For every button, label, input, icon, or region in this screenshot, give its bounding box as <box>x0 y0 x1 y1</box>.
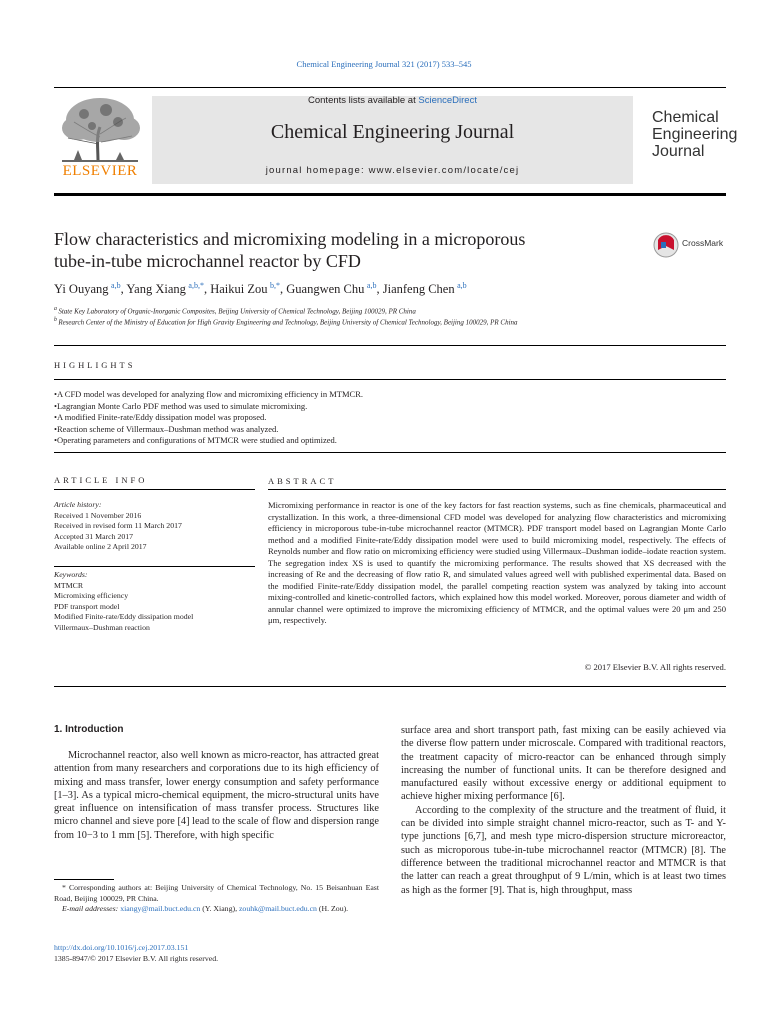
highlights-heading: HIGHLIGHTS <box>54 360 136 370</box>
email-label: E-mail addresses: <box>62 904 121 914</box>
section-heading-introduction: 1. Introduction <box>54 724 124 735</box>
history-entry: Received in revised form 11 March 2017 <box>54 521 182 530</box>
email-owner: (Y. Xiang), <box>200 904 239 914</box>
body-paragraph: According to the complexity of the structure and the treatment of fluid, it can be divided into simple straight channel micro-reactor, such as T- and Y-type junctions [6,7], and mesh type micro-dispersion structure microreactor, such as microporous tube-in-tube microchannel reactor (MTMCR) [8]. The difference between the traditional microchannel reactor and MTMCR is that the latter can reach a great throughput of 9 L/min, which is at least two times as high as the former [9]. That is, high throughput, mass <box>401 804 726 896</box>
paper-title <box>54 228 614 272</box>
abstract-copyright: © 2017 Elsevier B.V. All rights reserved. <box>584 662 726 672</box>
banner-top-rule <box>54 87 726 88</box>
history-entry: Available online 2 April 2017 <box>54 542 147 551</box>
highlight-item: • A CFD model was developed for analyzing flow and micromixing efficiency in MTMCR. <box>54 389 363 401</box>
corresponding-author-footnote <box>54 883 379 915</box>
divider <box>54 489 255 490</box>
journal-cover-title <box>652 109 737 160</box>
divider <box>268 489 726 490</box>
keyword: Villermaux–Dushman reaction <box>54 622 150 632</box>
email-link[interactable]: zouhk@mail.buct.edu.cn <box>238 904 317 914</box>
footnote-rule <box>54 879 114 880</box>
affiliation-text: Research Center of the Ministry of Education for High Gravity Engineering and Technology, Beijing University of Chemical Technology, Beijing 100029, PR China <box>58 318 518 327</box>
history-label: Article history: <box>54 500 102 509</box>
affiliation <box>54 306 416 315</box>
highlights-list <box>54 389 363 447</box>
affiliation <box>54 317 518 326</box>
crossmark-label[interactable]: CrossMark <box>682 238 724 248</box>
email-link[interactable]: xiangy@mail.buct.edu.cn <box>120 904 201 914</box>
affiliation-mark: b <box>54 317 57 323</box>
highlight-item: • Lagrangian Monte Carlo PDF method was used to simulate micromixing. <box>54 401 363 413</box>
issn-copyright: 1385-8947/© 2017 Elsevier B.V. All rights reserved. <box>54 953 219 963</box>
divider <box>54 686 726 687</box>
abstract-text: Micromixing performance in reactor is one of the key factors for fast reaction systems, such as fine chemicals, pharmaceutical and crystallization. In this work, a three-dimensional CFD model was developed for analyzing flow characteristics and micromixing efficiency in microporous tube-in-tube microchannel reactor (MTMCR). PDF transport model based on Lagrangian Monte Carlo method and a modified Finite-rate/Eddy dissipation model were used to build micromixing model, respectively. The effects of Reynolds number and flow ratio on micromixing efficiency were studied using Villermaux–Dushman iodide–iodate reaction system. The segregation index XS is used to quantify the micromixing performance. The results showed that XS decreased with the increasing of Re and the decreasing of flow ratio R, and simulated values agreed well with published experimental data. Based on the modified Finite-rate/Eddy dissipation model, the parallel competing reaction system was analyzed by taking into account mixing-controlled and kinetic-controlled factors, which explained how this model worked. Moreover, porous diameter and width of annular channel were optimized to improve the micromixing efficiency of MTMCR, and the optimal values were 20 μm and 250 μm, respectively. <box>268 500 726 625</box>
divider <box>54 379 726 380</box>
divider <box>54 345 726 346</box>
cover-title-line: Engineering <box>652 126 738 143</box>
doi-link[interactable]: http://dx.doi.org/10.1016/j.cej.2017.03.151 <box>54 943 189 952</box>
sciencedirect-link[interactable]: ScienceDirect <box>418 95 477 106</box>
author-affiliation-mark[interactable]: a,b <box>366 281 377 290</box>
abstract-heading: ABSTRACT <box>268 476 337 486</box>
highlight-item: • Operating parameters and configurations of MTMCR were studied and optimized. <box>54 435 363 447</box>
body-paragraph: Microchannel reactor, also well known as micro-reactor, has attracted great attention from many researchers and corporations due to its high efficiency of mixing and mass transfer, lower energy consumption and safety performance [1–3]. As a typical micro-chemical equipment, the micro-structural units have great influence on intensification of mass transfer process. Structures like micro channel and sieve pore [4] lead to the scale of flow and dispersion range from 10−3 to 1 mm [5]. Therefore, with high specific <box>54 750 379 841</box>
contents-available-line <box>152 95 633 106</box>
title-line: Flow characteristics and micromixing modeling in a microporous <box>54 229 526 249</box>
keyword: Micromixing efficiency <box>54 591 129 600</box>
footnote-emails <box>54 904 379 915</box>
history-entry: Accepted 31 March 2017 <box>54 531 134 541</box>
journal-title: Chemical Engineering Journal <box>270 121 515 143</box>
banner-bottom-rule <box>54 193 726 196</box>
author-name[interactable]: Jianfeng Chen <box>382 282 455 297</box>
body-column-right <box>401 724 726 897</box>
keyword: Modified Finite-rate/Eddy dissipation model <box>54 612 194 621</box>
body-column-left <box>54 749 379 842</box>
elsevier-wordmark: ELSEVIER <box>62 163 138 179</box>
author-name[interactable]: Haikui Zou <box>210 282 268 297</box>
keywords <box>54 570 193 633</box>
body-paragraph: surface area and short transport path, fast mixing can be easily achieved via the diverse flow pattern under microscale. Compared with traditional reactors, the treatment capacity of micro-reactor can be enhanced through simply increasing the number of functional units. It can be therefore designed and manufactured easily without excessive energy or additional equipment to achieve higher mixing performance [6]. <box>401 725 726 803</box>
cover-title-line: Journal <box>652 143 705 160</box>
article-history <box>54 500 182 553</box>
cover-title-line: Chemical <box>652 109 719 126</box>
author-affiliation-mark[interactable]: a,b,* <box>188 281 204 290</box>
keyword: PDF transport model <box>54 601 120 611</box>
author-affiliation-mark[interactable]: b,* <box>270 281 281 290</box>
journal-homepage-link[interactable]: journal homepage: www.elsevier.com/locate/cej <box>265 165 520 176</box>
footnote-corresponding: * Corresponding authors at: Beijing University of Chemical Technology, No. 15 Beisanhuan East Road, Beijing 100029, PR China. <box>54 883 379 903</box>
title-line: tube-in-tube microchannel reactor by CFD <box>54 251 361 271</box>
divider <box>54 566 255 567</box>
author-affiliation-mark[interactable]: a,b <box>111 281 121 290</box>
history-entry: Received 1 November 2016 <box>54 510 142 520</box>
doi-block <box>54 943 218 964</box>
keyword: MTMCR <box>54 580 84 590</box>
highlight-item: • Reaction scheme of Villermaux–Dushman method was analyzed. <box>54 424 363 436</box>
author-list: Yi Ouyang $^{a,b}$, Yang Xiang $^{a,b,*}$, Haikui Zou $^{b,*}$, Guangwen Chu $^{a,b}$, Jianfeng Chen $^{a,b}$ <box>54 281 467 297</box>
affiliation-text: State Key Laboratory of Organic-Inorganic Composites, Beijing University of Chemical Technology, Beijing 100029, PR China <box>58 307 416 316</box>
contents-prefix: Contents lists available at <box>308 95 419 106</box>
author-name[interactable]: Guangwen Chu <box>286 282 365 297</box>
divider <box>54 452 726 453</box>
author-name[interactable]: Yang Xiang <box>126 282 186 297</box>
affiliation-mark: a <box>54 306 57 312</box>
highlight-item: • A modified Finite-rate/Eddy dissipation model was proposed. <box>54 412 363 424</box>
author-name[interactable]: Yi Ouyang <box>54 282 109 297</box>
author-affiliation-mark[interactable]: a,b <box>457 281 467 290</box>
email-owner: (H. Zou). <box>316 904 349 914</box>
journal-citation-link[interactable]: Chemical Engineering Journal 321 (2017) 533–545 <box>296 59 472 69</box>
keywords-label: Keywords: <box>54 570 88 579</box>
article-info-heading: ARTICLE INFO <box>54 475 148 485</box>
